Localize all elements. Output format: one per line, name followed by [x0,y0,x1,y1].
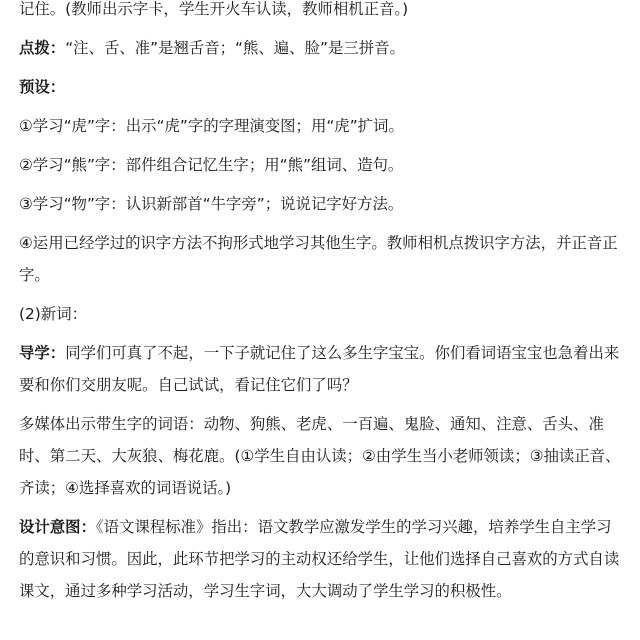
paragraph-item-3 [19,188,623,220]
paragraph-multimedia [19,408,623,504]
dianbo-text: “注、舌、准”是翘舌音；“熊、遍、脸”是三拼音。 [65,39,405,57]
paragraph-dianbo [19,32,623,64]
daoxue-label: 导学： [19,344,66,362]
paragraph-intro [19,0,623,25]
intro-text: 记住。(教师出示字卡，学生开火车认读，教师相机正音。) [19,0,409,18]
paragraph-design-intent [19,511,623,607]
design-intent-text: 《语文课程标准》指出：语文教学应激发学生的学习兴趣，培养学生自主学习的意识和习惯。因此，此环节把学习的主动权还给学生，让他们选择自己喜欢的方式自读课文，通过多种学习活动，学习生字词，大大调动了学生学习的积极性。 [19,518,620,600]
item-4-text: ④运用已经学过的识字方法不拘形式地学习其他生字。教师相机点拨识字方法，并正音正字。 [19,234,618,284]
yushe-label: 预设： [19,78,66,96]
paragraph-new-words [19,298,623,330]
daoxue-text: 同学们可真了不起，一下子就记住了这么多生字宝宝。你们看词语宝宝也急着出来要和你们交朋友呢。自己试试，看记住它们了吗？ [19,344,620,394]
paragraph-yushe [19,71,623,103]
dianbo-label: 点拨： [19,39,66,57]
item-3-text: ③学习“物”字：认识新部首“牛字旁”；说说记字好方法。 [19,195,404,213]
item-1-text: ①学习“虎”字：出示“虎”字的字理演变图；用“虎”扩词。 [19,117,404,135]
multimedia-text: 多媒体出示带生字的词语：动物、狗熊、老虎、一百遍、鬼脸、通知、注意、舌头、准时、第二天、大灰狼、梅花鹿。(①学生自由认读；②由学生当小老师领读；③抽读正音、齐读；④选择喜欢的词语说话。) [19,415,621,497]
new-words-heading: (2)新词： [19,305,87,323]
paragraph-item-2 [19,149,623,181]
paragraph-item-4 [19,227,623,291]
paragraph-item-1 [19,110,623,142]
document-page [19,0,623,614]
item-2-text: ②学习“熊”字：部件组合记忆生字；用“熊”组词、造句。 [19,156,404,174]
paragraph-daoxue [19,337,623,401]
design-intent-label: 设计意图： [19,518,96,536]
